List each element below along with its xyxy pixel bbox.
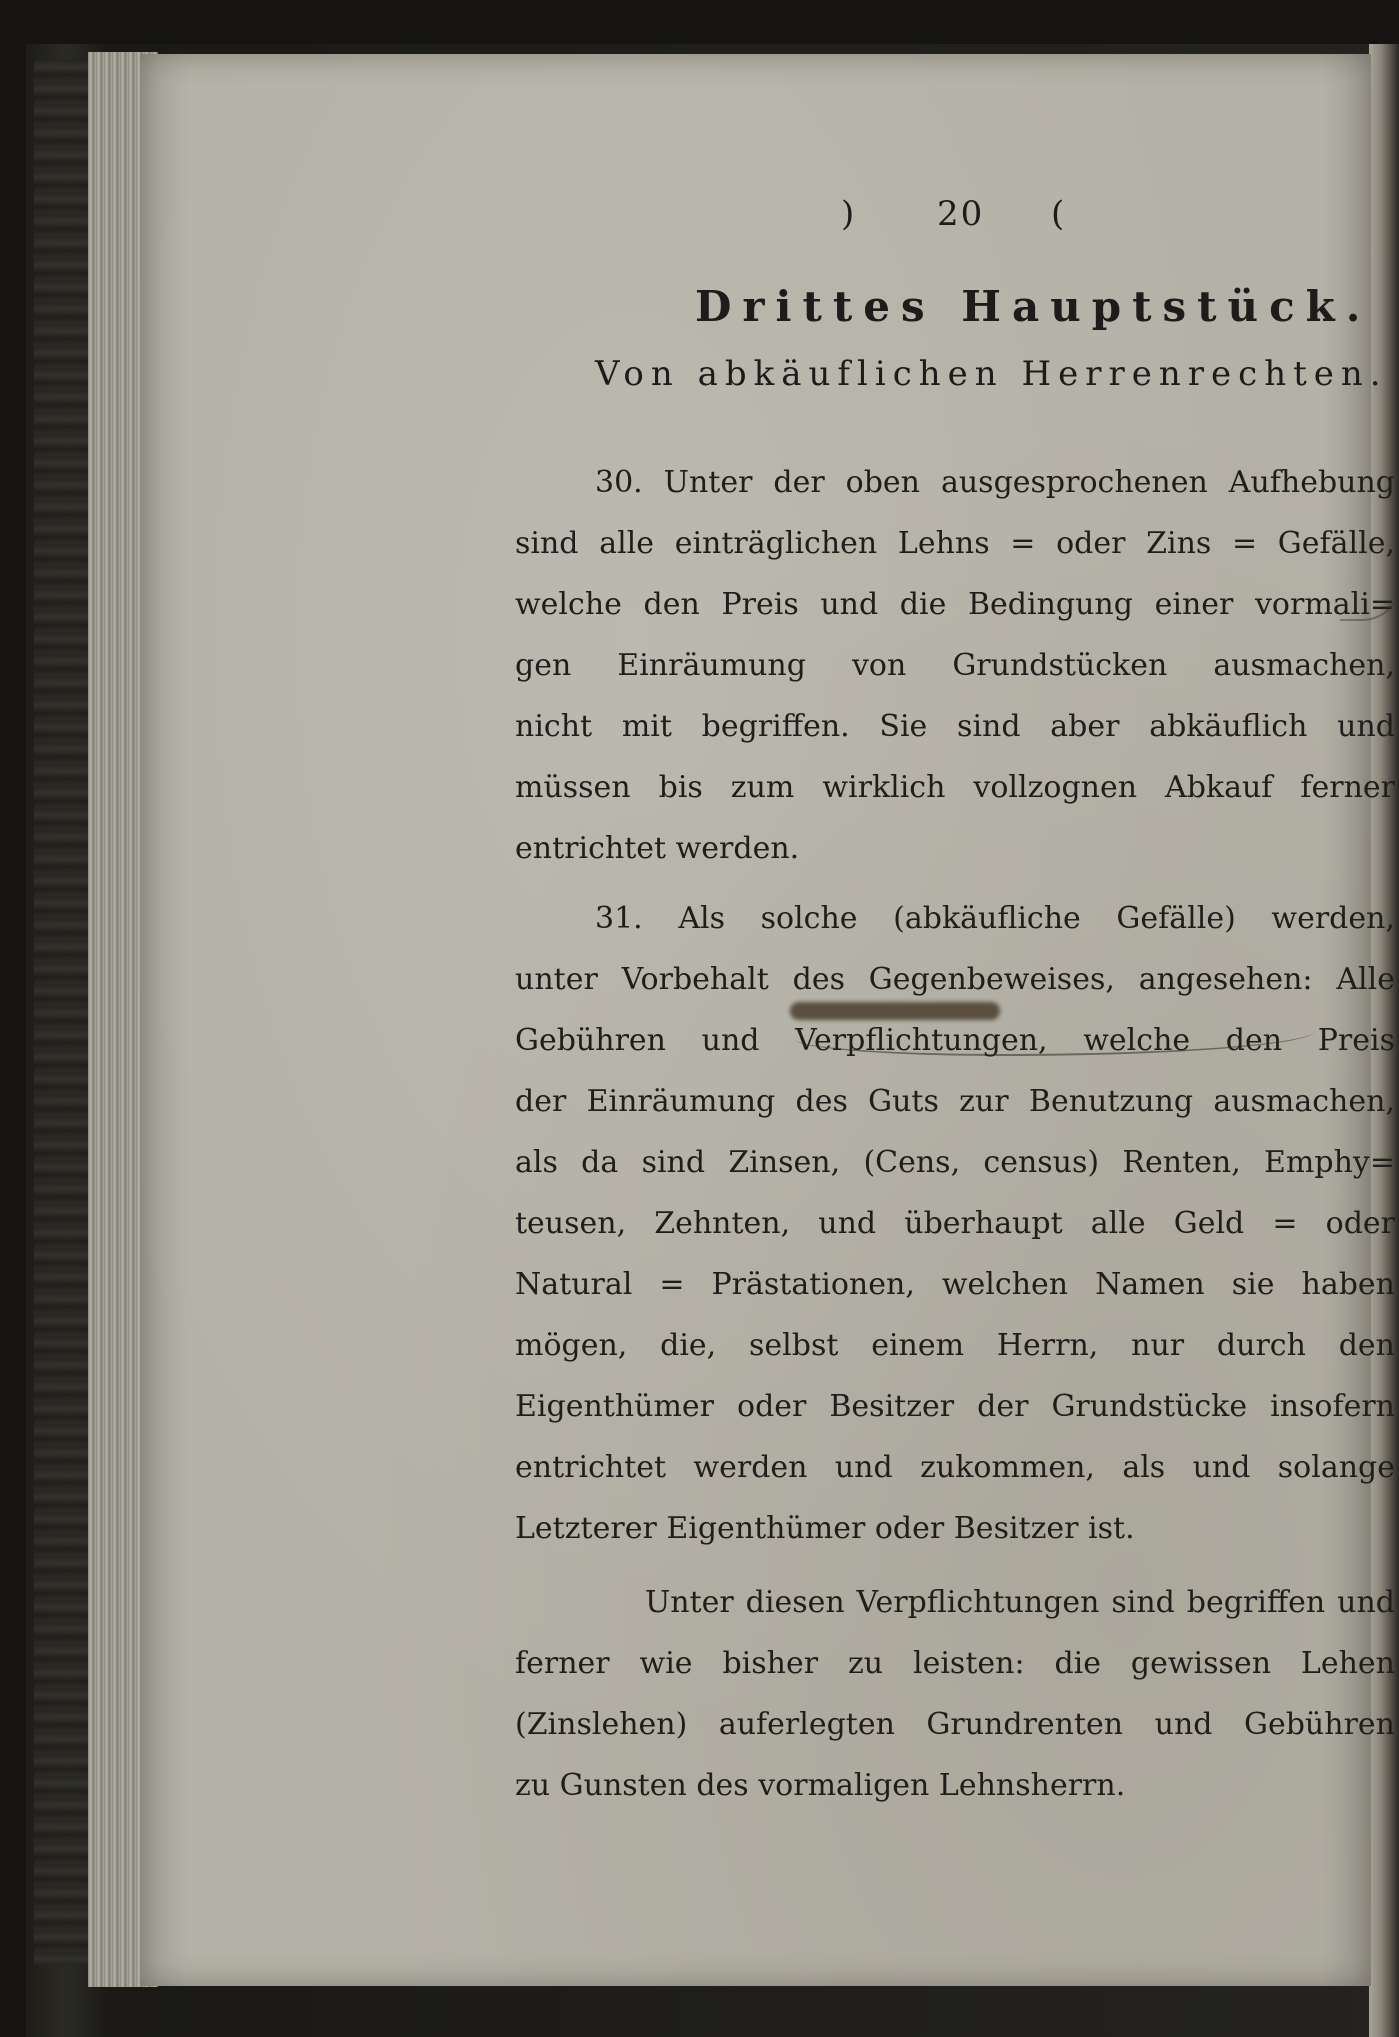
paragraph-line: 30. Unter der oben ausgesprochenen Aufhebung — [595, 465, 1395, 500]
paragraph-line: unter Vorbehalt des Gegenbeweises, angesehen: Alle — [515, 962, 1395, 997]
chapter-subtitle: Von abkäuflichen Herrenrechten. — [595, 354, 1388, 394]
paragraph-line: mögen, die, selbst einem Herrn, nur durch den — [515, 1328, 1395, 1363]
page-number: 20 — [937, 194, 985, 234]
paragraph-line: Letzterer Eigenthümer oder Besitzer ist. — [515, 1511, 1135, 1546]
paragraph-line: (Zinslehen) auferlegten Grundrenten und Gebühren — [515, 1707, 1395, 1742]
paragraph-line: entrichtet werden. — [515, 831, 800, 866]
paragraph-line: teusen, Zehnten, und überhaupt alle Geld = oder — [515, 1206, 1395, 1241]
paragraph-line: Unter diesen Verpflichtungen sind begriffen und — [645, 1585, 1395, 1620]
paragraph-line: sind alle einträglichen Lehns = oder Zins = Gefälle, — [515, 526, 1395, 561]
paragraph-continuation — [515, 1572, 1395, 1816]
chapter-title: Drittes Hauptstück. — [695, 282, 1372, 331]
paragraph-line: Natural = Prästationen, welchen Namen sie haben — [515, 1267, 1395, 1302]
paragraph-line: gen Einräumung von Grundstücken ausmachen, — [515, 648, 1395, 683]
paragraph-30 — [515, 452, 1395, 879]
paragraph-line: ferner wie bisher zu leisten: die gewissen Lehen — [515, 1646, 1395, 1681]
paragraph-line: der Einräumung des Guts zur Benutzung ausmachen, — [515, 1084, 1395, 1119]
book-page — [140, 54, 1395, 1986]
paragraph-line: als da sind Zinsen, (Cens, census) Renten, Emphy= — [515, 1145, 1395, 1180]
paragraph-31 — [515, 888, 1395, 1559]
paragraph-line: nicht mit begriffen. Sie sind aber abkäuflich und — [515, 709, 1395, 744]
paragraph-line: Eigenthümer oder Besitzer der Grundstücke insofern — [515, 1389, 1395, 1424]
paragraph-line: Gebühren und Verpflichtungen, welche den Preis — [515, 1023, 1395, 1058]
paragraph-line: 31. Als solche (abkäufliche Gefälle) werden, — [595, 901, 1395, 936]
paragraph-line: welche den Preis und die Bedingung einer vormali= — [515, 587, 1395, 622]
paragraph-line: müssen bis zum wirklich vollzognen Abkauf ferner — [515, 770, 1395, 805]
paragraph-line: entrichtet werden und zukommen, als und solange — [515, 1450, 1395, 1485]
page-number-left-mark: ) — [841, 194, 857, 234]
page-number-right-mark: ( — [1051, 194, 1067, 234]
paragraph-line: zu Gunsten des vormaligen Lehnsherrn. — [515, 1768, 1126, 1803]
